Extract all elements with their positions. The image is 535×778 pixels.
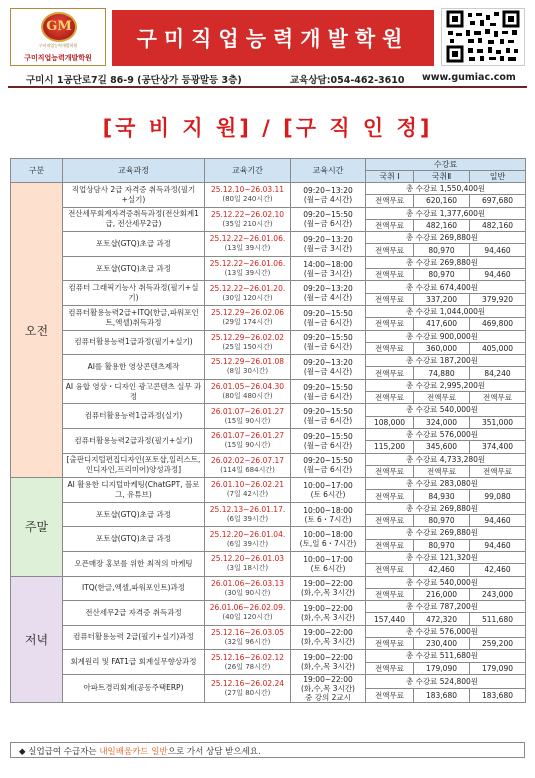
period-dates: 25.12.29~26.02.02 xyxy=(210,332,285,342)
fee-tier2: 42,460 xyxy=(414,564,470,576)
fee-general: 94,460 xyxy=(470,269,526,281)
period-duration: (6일 39시간) xyxy=(226,539,269,548)
footer-prefix: ◆ 실업급여 수급자는 xyxy=(19,747,100,757)
period-duration: (3일 18시간) xyxy=(226,564,269,573)
course-name: [출판디지털편집디자인(포토샵,일러스트, 인디자인,프리미어)양성과정] xyxy=(63,453,205,478)
course-period xyxy=(205,305,291,330)
period-dates: 26.02.02~26.07.17 xyxy=(210,455,285,465)
table-row xyxy=(11,625,526,637)
course-name: 컴퓨터 그래픽기능사 취득과정(필기+실기) xyxy=(63,281,205,306)
time-range: 14:00~18:00 xyxy=(303,259,353,269)
fee-general: 482,160 xyxy=(470,219,526,231)
time-schedule: (토 6시간) xyxy=(310,563,346,573)
footer-note xyxy=(10,742,525,758)
table-row xyxy=(11,551,526,563)
course-time xyxy=(291,404,366,429)
fee-tier2: 620,160 xyxy=(414,195,470,207)
table-row xyxy=(11,232,526,244)
course-period xyxy=(205,207,291,232)
time-range: 19:00~22:00 xyxy=(303,653,353,663)
period-duration: (25일 150시간) xyxy=(222,342,273,351)
time-range: 19:00~22:00 xyxy=(303,579,353,589)
academy-logo xyxy=(10,8,106,66)
course-period xyxy=(205,256,291,281)
page-header xyxy=(8,6,527,68)
fee-general: 42,460 xyxy=(470,564,526,576)
time-schedule: (월~금 6시간) xyxy=(303,342,353,352)
fee-tier1: 전액무료 xyxy=(366,515,414,527)
fee-tier2: 74,880 xyxy=(414,367,470,379)
course-period xyxy=(205,625,291,650)
course-name: 직업상담사 2급 자격증 취득과정(필기+실기) xyxy=(63,183,205,208)
time-range: 09:20~15:50 xyxy=(303,308,353,318)
period-duration: (30일 120시간) xyxy=(222,293,273,302)
course-name: 전산세무2급 자격증 취득과정 xyxy=(63,601,205,626)
qr-code-image[interactable] xyxy=(441,8,525,66)
time-note: 중 강의 2교시 xyxy=(305,692,351,702)
course-time xyxy=(291,428,366,453)
period-dates: 25.12.16~26.02.12 xyxy=(210,652,285,662)
total-fee: 총 수강료 1,550,400원 xyxy=(366,183,526,195)
course-time xyxy=(291,330,366,355)
course-time xyxy=(291,576,366,601)
period-dates: 25.12.16~26.03.05 xyxy=(210,627,285,637)
time-range: 19:00~22:00 xyxy=(303,603,353,613)
time-schedule: (화,수,목 3시간) xyxy=(300,662,355,672)
table-row xyxy=(11,404,526,416)
time-schedule: (월~금 4시간) xyxy=(303,293,353,303)
course-name: 전산세무회계자격증취득과정(전산회계1급, 전산세무2급) xyxy=(63,207,205,232)
fee-tier1: 전액무료 xyxy=(366,490,414,502)
fee-general: 697,680 xyxy=(470,195,526,207)
period-dates: 25.12.20~26.01.03 xyxy=(210,554,285,564)
fee-tier1: 115,200 xyxy=(366,441,414,453)
total-fee: 총 수강료 900,000원 xyxy=(366,330,526,342)
period-duration: (30일 90시간) xyxy=(224,588,271,597)
period-dates: 25.12.22~26.02.10 xyxy=(210,209,285,219)
time-range: 19:00~22:00 xyxy=(303,628,353,638)
footer-highlight: 내일배움카드 일반 xyxy=(99,747,168,757)
time-schedule: (월~금 6시간) xyxy=(303,440,353,450)
period-dates: 26.01.05~26.04.30 xyxy=(210,382,285,392)
time-schedule: (화,수,목 3시간) xyxy=(300,683,355,693)
period-dates: 26.01.06~26.03.13 xyxy=(210,578,285,588)
table-row xyxy=(11,330,526,342)
total-fee: 총 수강료 283,080원 xyxy=(366,478,526,490)
course-time xyxy=(291,502,366,527)
table-row xyxy=(11,502,526,514)
time-range: 09:20~15:50 xyxy=(303,456,353,466)
period-duration: (80일 240시간) xyxy=(222,195,273,204)
course-period xyxy=(205,281,291,306)
header-time: 교육시간 xyxy=(291,159,366,183)
table-row xyxy=(11,355,526,367)
total-fee: 총 수강료 1,044,000원 xyxy=(366,305,526,317)
period-dates: 26.01.07~26.01.27 xyxy=(210,431,285,441)
period-dates: 25.12.22~26.01.20. xyxy=(209,283,286,293)
table-row xyxy=(11,527,526,539)
course-time xyxy=(291,256,366,281)
course-time xyxy=(291,355,366,380)
time-schedule: (월~금 4시간) xyxy=(303,366,353,376)
fee-general: 179,090 xyxy=(470,662,526,674)
fee-general: 469,800 xyxy=(470,318,526,330)
time-range: 09:20~13:20 xyxy=(303,185,353,195)
time-range: 10:00~17:00 xyxy=(303,480,353,490)
period-duration: (32일 96시간) xyxy=(224,637,271,646)
course-name: 컴퓨터활용능력2급과정(필기+실기) xyxy=(63,428,205,453)
course-name: 포토샵(GTQ)초급 과정 xyxy=(63,527,205,552)
fee-general: 374,400 xyxy=(470,441,526,453)
total-fee: 총 수강료 511,680원 xyxy=(366,650,526,662)
course-period xyxy=(205,601,291,626)
header-general: 일반 xyxy=(470,171,526,183)
fee-tier1: 전액무료 xyxy=(366,637,414,649)
period-duration: (7일 42시간) xyxy=(226,490,269,499)
table-row xyxy=(11,207,526,219)
total-fee: 총 수강료 269,880원 xyxy=(366,232,526,244)
fee-tier2: 324,000 xyxy=(414,416,470,428)
course-name: 포토샵(GTQ)초급 과정 xyxy=(63,256,205,281)
time-range: 09:20~13:20 xyxy=(303,284,353,294)
time-range: 19:00~22:00 xyxy=(303,674,353,684)
fee-tier1: 전액무료 xyxy=(366,244,414,256)
fee-tier1: 전액무료 xyxy=(366,465,414,477)
course-time xyxy=(291,453,366,478)
course-name: 컴퓨터활용능력1급과정(실기) xyxy=(63,404,205,429)
fee-tier1: 전액무료 xyxy=(366,293,414,305)
time-range: 09:20~13:20 xyxy=(303,357,353,367)
period-dates: 25.12.13~26.01.17. xyxy=(209,505,286,515)
course-name: 컴퓨터활용능력 2급(필기+실기)과정 xyxy=(63,625,205,650)
total-fee: 총 수강료 787,200원 xyxy=(366,601,526,613)
fee-tier2: 345,600 xyxy=(414,441,470,453)
fee-tier1: 전액무료 xyxy=(366,318,414,330)
time-schedule: (월~금 3시간) xyxy=(303,243,353,253)
fee-tier2: 360,000 xyxy=(414,342,470,354)
table-row xyxy=(11,453,526,465)
fee-tier2: 전액무료 xyxy=(414,465,470,477)
course-time xyxy=(291,527,366,552)
time-schedule: (화,수,목 3시간) xyxy=(300,588,355,598)
fee-tier2: 80,970 xyxy=(414,269,470,281)
time-schedule: (토,일 6・7시간) xyxy=(299,539,357,549)
period-duration: (15일 90시간) xyxy=(224,416,271,425)
fee-tier2: 417,600 xyxy=(414,318,470,330)
fee-tier1: 전액무료 xyxy=(366,195,414,207)
segment-weekend: 주말 xyxy=(11,478,63,576)
logo-emblem: GM xyxy=(41,12,77,42)
course-name: 회계원리 및 FAT1급 회계실무향상과정 xyxy=(63,650,205,675)
course-name: 오픈매장 홍보를 위한 최적의 마케팅 xyxy=(63,551,205,576)
time-schedule: (월~금 6시간) xyxy=(303,416,353,426)
time-schedule: (월~금 6시간) xyxy=(303,219,353,229)
segment-evening: 저녁 xyxy=(11,576,63,702)
course-name: 아파트경리회계(공동주택ERP) xyxy=(63,674,205,702)
fee-tier1: 157,440 xyxy=(366,613,414,625)
period-dates: 25.12.10~26.03.11 xyxy=(210,185,285,195)
period-duration: (26일 78시간) xyxy=(224,662,271,671)
period-dates: 25.12.22~26.01.06. xyxy=(209,259,286,269)
course-time xyxy=(291,379,366,404)
time-range: 10:00~17:00 xyxy=(303,554,353,564)
period-duration: (15일 90시간) xyxy=(224,441,271,450)
fee-tier1: 전액무료 xyxy=(366,392,414,404)
fee-tier2: 80,970 xyxy=(414,539,470,551)
header-tier1: 국취 I xyxy=(366,171,414,183)
course-period xyxy=(205,551,291,576)
course-time xyxy=(291,183,366,208)
time-range: 09:20~15:50 xyxy=(303,210,353,220)
time-range: 09:20~15:50 xyxy=(303,431,353,441)
header-segment: 구분 xyxy=(11,159,63,183)
course-time xyxy=(291,207,366,232)
total-fee: 총 수강료 269,880원 xyxy=(366,256,526,268)
fee-general: 99,080 xyxy=(470,490,526,502)
course-time xyxy=(291,551,366,576)
fee-general: 259,200 xyxy=(470,637,526,649)
fee-tier2: 472,320 xyxy=(414,613,470,625)
course-name: 포토샵(GTQ)초급 과정 xyxy=(63,502,205,527)
total-fee: 총 수강료 4,733,280원 xyxy=(366,453,526,465)
fee-general: 243,000 xyxy=(470,588,526,600)
header-fee: 수강료 xyxy=(366,159,526,171)
fee-tier1: 전액무료 xyxy=(366,342,414,354)
fee-general: 405,000 xyxy=(470,342,526,354)
course-name: ITQ(한글,엑셀,파워포인트)과정 xyxy=(63,576,205,601)
course-name: 컴퓨터활용능력1급과정(필기+실기) xyxy=(63,330,205,355)
period-duration: (8일 30시간) xyxy=(226,367,269,376)
period-dates: 25.12.20~26.01.04. xyxy=(209,529,286,539)
academy-title: 구미직업능력개발학원 xyxy=(136,27,410,51)
period-dates: 25.12.22~26.01.06. xyxy=(209,234,286,244)
period-dates: 26.01.10~26.02.21 xyxy=(210,480,285,490)
logo-tagline: 구미직업능력개발학원 xyxy=(38,43,78,48)
time-schedule: (월~금 4시간) xyxy=(303,194,353,204)
course-period xyxy=(205,330,291,355)
course-time xyxy=(291,232,366,257)
fee-general: 94,460 xyxy=(470,244,526,256)
fee-tier1: 108,000 xyxy=(366,416,414,428)
header-period: 교육기간 xyxy=(205,159,291,183)
period-duration: (35일 210시간) xyxy=(222,219,273,228)
time-range: 09:20~15:50 xyxy=(303,333,353,343)
table-row xyxy=(11,601,526,613)
course-name: 포토샵(GTQ)초급 과정 xyxy=(63,232,205,257)
table-row xyxy=(11,256,526,268)
time-schedule: (화,수,목 3시간) xyxy=(300,637,355,647)
fee-tier2: 전액무료 xyxy=(414,392,470,404)
course-period xyxy=(205,576,291,601)
table-row xyxy=(11,183,526,195)
fee-tier2: 337,200 xyxy=(414,293,470,305)
logo-name: 구미직업능력개발학원 xyxy=(24,54,92,62)
course-period xyxy=(205,502,291,527)
total-fee: 총 수강료 540,000원 xyxy=(366,404,526,416)
course-name: 컴퓨터활용능력2급+ITQ(한글,파워포인트,엑셀)취득과정 xyxy=(63,305,205,330)
title-banner xyxy=(112,10,434,66)
course-period xyxy=(205,232,291,257)
period-duration: (13일 39시간) xyxy=(224,269,271,278)
fee-general: 94,460 xyxy=(470,515,526,527)
table-row xyxy=(11,305,526,317)
course-time xyxy=(291,625,366,650)
course-table xyxy=(10,158,526,703)
fee-general: 511,680 xyxy=(470,613,526,625)
period-duration: (6일 39시간) xyxy=(226,515,269,524)
course-time xyxy=(291,674,366,702)
fee-tier2: 216,000 xyxy=(414,588,470,600)
period-duration: (40일 120시간) xyxy=(222,613,273,622)
time-range: 09:20~13:20 xyxy=(303,234,353,244)
fee-tier2: 84,930 xyxy=(414,490,470,502)
fee-general: 94,460 xyxy=(470,539,526,551)
time-range: 09:20~15:50 xyxy=(303,407,353,417)
total-fee: 총 수강료 576,000원 xyxy=(366,625,526,637)
course-time xyxy=(291,478,366,503)
fee-tier1: 전액무료 xyxy=(366,219,414,231)
course-period xyxy=(205,674,291,702)
total-fee: 총 수강료 2,995,200원 xyxy=(366,379,526,391)
time-schedule: (화,수,목 3시간) xyxy=(300,612,355,622)
table-row xyxy=(11,650,526,662)
course-period xyxy=(205,527,291,552)
course-time xyxy=(291,601,366,626)
course-period xyxy=(205,404,291,429)
total-fee: 총 수강료 540,000원 xyxy=(366,576,526,588)
fee-tier1: 전액무료 xyxy=(366,539,414,551)
fee-tier2: 80,970 xyxy=(414,244,470,256)
course-table-body xyxy=(11,183,526,703)
total-fee: 총 수강료 1,377,600원 xyxy=(366,207,526,219)
course-period xyxy=(205,183,291,208)
course-time xyxy=(291,650,366,675)
time-schedule: (월~금 6시간) xyxy=(303,465,353,475)
address-text: 구미시 1공단로7길 86-9 (공단상가 등광말등 3층) xyxy=(26,75,242,86)
course-period xyxy=(205,650,291,675)
period-duration: (13일 39시간) xyxy=(224,244,271,253)
period-dates: 25.12.29~26.02.06 xyxy=(210,308,285,318)
course-period xyxy=(205,428,291,453)
fee-general: 전액무료 xyxy=(470,392,526,404)
total-fee: 총 수강료 576,000원 xyxy=(366,428,526,440)
course-period xyxy=(205,355,291,380)
header-tier2: 국취Ⅱ xyxy=(414,171,470,183)
table-row xyxy=(11,576,526,588)
footer-suffix: 으로 가서 상담 받으세요. xyxy=(167,747,261,757)
period-dates: 26.01.07~26.01.27 xyxy=(210,406,285,416)
fee-general: 84,240 xyxy=(470,367,526,379)
phone-text: 교육상담:054-462-3610 xyxy=(290,75,405,86)
period-duration: (29일 174시간) xyxy=(222,318,273,327)
total-fee: 총 수강료 674,400원 xyxy=(366,281,526,293)
total-fee: 총 수강료 524,800원 xyxy=(366,674,526,688)
contact-info-bar xyxy=(8,70,527,88)
fee-tier2: 80,970 xyxy=(414,515,470,527)
fee-tier2: 482,160 xyxy=(414,219,470,231)
fee-general: 351,000 xyxy=(470,416,526,428)
time-range: 09:20~15:50 xyxy=(303,382,353,392)
fee-general: 379,920 xyxy=(470,293,526,305)
period-dates: 26.01.06~26.02.09. xyxy=(209,603,286,613)
time-schedule: (월~금 6시간) xyxy=(303,317,353,327)
time-range: 10:00~18:00 xyxy=(303,505,353,515)
course-name: AI 활용한 디지털마케팅(ChatGPT, 블로그, 유튜브) xyxy=(63,478,205,503)
table-row xyxy=(11,674,526,688)
header-course: 교육과정 xyxy=(63,159,205,183)
course-period xyxy=(205,453,291,478)
total-fee: 총 수강료 269,880원 xyxy=(366,527,526,539)
time-schedule: (월~금 3시간) xyxy=(303,268,353,278)
time-schedule: (토 6시간) xyxy=(310,489,346,499)
fee-tier1: 전액무료 xyxy=(366,564,414,576)
fee-general: 전액무료 xyxy=(470,465,526,477)
fee-tier1: 전액무료 xyxy=(366,688,414,702)
course-name: AI 융합 영상・디자인 광고콘텐츠 실무 과정 xyxy=(63,379,205,404)
fee-tier2: 179,090 xyxy=(414,662,470,674)
period-dates: 25.12.16~26.02.24 xyxy=(210,678,285,688)
segment-morning: 오전 xyxy=(11,183,63,478)
fee-tier1: 전액무료 xyxy=(366,367,414,379)
course-time xyxy=(291,305,366,330)
table-row xyxy=(11,379,526,391)
fee-tier1: 전액무료 xyxy=(366,269,414,281)
course-period xyxy=(205,379,291,404)
course-time xyxy=(291,281,366,306)
table-row xyxy=(11,428,526,440)
fee-tier1: 전액무료 xyxy=(366,588,414,600)
period-duration: (80일 480시간) xyxy=(222,392,273,401)
course-name: AI를 활용한 영상콘텐츠제작 xyxy=(63,355,205,380)
fee-tier2: 230,400 xyxy=(414,637,470,649)
fee-tier1: 전액무료 xyxy=(366,662,414,674)
table-row xyxy=(11,281,526,293)
fee-general: 183,680 xyxy=(470,688,526,702)
time-range: 10:00~18:00 xyxy=(303,530,353,540)
website-link[interactable]: www.gumiac.com xyxy=(422,72,516,83)
page-heading: [국 비 지 원] / [구 직 인 정] xyxy=(102,116,433,140)
period-duration: (27일 80시간) xyxy=(224,688,271,697)
total-fee: 총 수강료 187,200원 xyxy=(366,355,526,367)
course-period xyxy=(205,478,291,503)
total-fee: 총 수강료 121,320원 xyxy=(366,551,526,563)
time-schedule: (월~금 6시간) xyxy=(303,391,353,401)
table-row xyxy=(11,478,526,490)
fee-tier2: 183,680 xyxy=(414,688,470,702)
period-dates: 25.12.29~26.01.08 xyxy=(210,357,285,367)
period-duration: (114일 684시간) xyxy=(220,465,275,474)
time-schedule: (토 6・7시간) xyxy=(304,514,352,524)
total-fee: 총 수강료 269,880원 xyxy=(366,502,526,514)
